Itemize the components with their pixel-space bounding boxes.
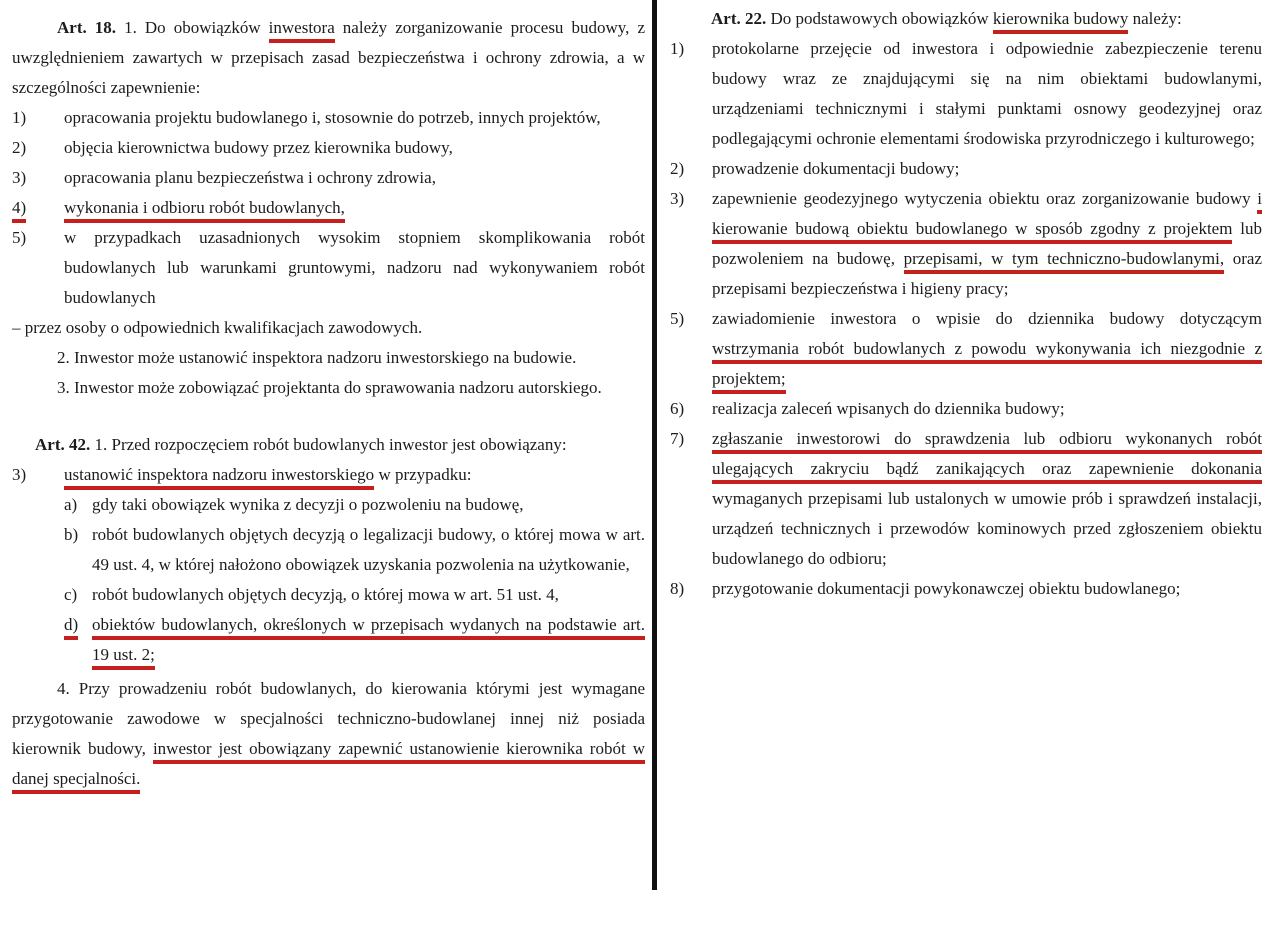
text-run: opracowania planu bezpieczeństwa i ochrony zdrowia, <box>64 168 436 187</box>
list-item <box>670 34 1262 154</box>
list-marker: b) <box>64 525 79 544</box>
list-item-text <box>712 34 1262 154</box>
list-marker-cell <box>12 133 64 163</box>
text-run: Do podstawowych obowiązków <box>766 9 993 28</box>
list-marker-cell <box>64 520 92 550</box>
list-item-text <box>712 424 1262 574</box>
text-run: prowadzenie dokumentacji budowy; <box>712 159 960 178</box>
text-run: oraz przepisami bezpieczeństwa i higieny pracy; <box>712 249 1262 298</box>
list-marker: 2) <box>12 138 27 157</box>
text-run: zapewnienie geodezyjnego wytyczenia obiektu oraz zorganizowanie budowy <box>712 189 1258 208</box>
list-item-text <box>712 574 1262 604</box>
list-marker: 3) <box>12 465 27 484</box>
list-item-text <box>64 193 645 223</box>
text-run: zawiadomienie inwestora o wpisie do dziennika budowy dotyczącym <box>712 309 1262 328</box>
list-marker: 7) <box>670 429 685 448</box>
text-run: opracowania projektu budowlanego i, stosownie do potrzeb, innych projektów, <box>64 108 601 127</box>
list-item <box>12 163 645 193</box>
list-marker-cell <box>670 574 712 604</box>
list-marker-cell <box>12 103 64 133</box>
list-item-text <box>64 223 645 313</box>
text-run: robót budowlanych objętych decyzją o legalizacji budowy, o której mowa w art. 49 ust. 4, w której nałożono obowiązek uzyskania pozwolenia na użytkowanie, <box>92 525 645 574</box>
list-item-text <box>64 103 645 133</box>
sub-list-item <box>64 610 645 670</box>
paragraph <box>670 4 1262 34</box>
list-marker: d) <box>64 615 78 640</box>
list-marker: 1) <box>670 39 685 58</box>
red-underlined-text: przepisami, w tym techniczno-budowlanymi, <box>904 249 1225 274</box>
list-marker-cell <box>670 304 712 334</box>
sub-list-item <box>64 490 645 520</box>
paragraph <box>12 373 645 403</box>
list-marker-cell <box>670 184 712 214</box>
paragraph <box>12 13 645 103</box>
text-run: robót budowlanych objętych decyzją, o której mowa w art. 51 ust. 4, <box>92 585 559 604</box>
list-item-text <box>64 133 645 163</box>
red-underlined-text: kierownika budowy <box>993 9 1129 34</box>
list-marker-cell <box>12 163 64 193</box>
paragraph <box>12 674 645 794</box>
list-item <box>670 574 1262 604</box>
list-marker-cell <box>12 223 64 253</box>
text-run: 2. Inwestor może ustanowić inspektora nadzoru inwestorskiego na budowie. <box>57 348 577 367</box>
list-marker-cell <box>64 610 92 640</box>
paragraph <box>12 430 645 460</box>
article-number-bold: Art. 18. <box>57 18 117 37</box>
red-underlined-text: i kierowanie budową obiektu budowlanego w sposób zgodny z projektem <box>712 189 1262 244</box>
list-marker: 3) <box>12 168 27 187</box>
text-run: 1. Przed rozpoczęciem robót budowlanych inwestor jest obowiązany: <box>90 435 567 454</box>
list-marker-cell <box>670 424 712 454</box>
text-run: – przez osoby o odpowiednich kwalifikacjach zawodowych. <box>12 318 423 337</box>
red-underlined-text: zgłaszanie inwestorowi do sprawdzenia lub odbioru wykonanych robót ulegających zakryciu bądź zanikających oraz zapewnienie dokonania <box>712 429 1262 484</box>
article-number-bold: Art. 42. <box>35 435 91 454</box>
paragraph <box>12 343 645 373</box>
list-marker: 5) <box>670 309 685 328</box>
list-marker-cell <box>670 34 712 64</box>
paragraph <box>12 313 645 343</box>
text-run: należy: <box>1128 9 1182 28</box>
red-underlined-text: wstrzymania robót budowlanych z powodu wykonywania ich niezgodnie z projektem; <box>712 339 1262 394</box>
list-item <box>670 394 1262 424</box>
text-run: lub pozwoleniem na budowę, <box>712 219 1262 268</box>
list-item <box>12 223 645 313</box>
list-item-text <box>712 304 1262 394</box>
list-item-text <box>712 154 1262 184</box>
list-marker: 8) <box>670 579 685 598</box>
list-marker: 4) <box>12 198 26 223</box>
text-run: wymaganych przepisami lub ustalonych w umowie prób i sprawdzeń instalacji, urządzeń technicznych i przewodów kominowych przed zgłoszeniem obiektu budowlanego do odbioru; <box>712 489 1262 568</box>
text-run: gdy taki obowiązek wynika z decyzji o pozwoleniu na budowę, <box>92 495 524 514</box>
sub-list-item <box>64 520 645 580</box>
list-item <box>12 103 645 133</box>
text-run: 4. Przy prowadzeniu robót budowlanych, do kierowania którymi jest wymagane przygotowanie zawodowe w specjalności techniczno-budowlanej innej niż posiada kierownik budowy, <box>12 679 645 758</box>
list-marker: 3) <box>670 189 685 208</box>
list-item <box>12 460 645 490</box>
list-marker: 1) <box>12 108 27 127</box>
list-item <box>12 133 645 163</box>
list-item <box>670 424 1262 574</box>
list-item <box>12 193 645 223</box>
left-text-column <box>12 13 645 794</box>
text-run: przygotowanie dokumentacji powykonawczej obiektu budowlanego; <box>712 579 1181 598</box>
list-marker-cell <box>670 394 712 424</box>
list-marker-cell <box>670 154 712 184</box>
article-number-bold: Art. 22. <box>711 9 767 28</box>
list-marker-cell <box>64 490 92 520</box>
list-marker: 6) <box>670 399 685 418</box>
text-run: objęcia kierownictwa budowy przez kierownika budowy, <box>64 138 453 157</box>
list-marker: 5) <box>12 228 27 247</box>
text-run: protokolarne przejęcie od inwestora i odpowiednie zabezpieczenie terenu budowy wraz ze znajdującymi się na nim obiektami budowlanymi, urządzeniami technicznymi i stałymi punktami osnowy geodezyjnej oraz podlegającymi ochronie elementami środowiska przyrodniczego i kulturowego; <box>712 39 1262 148</box>
text-run: 1. Do obowiązków <box>116 18 269 37</box>
right-text-column <box>670 4 1262 604</box>
list-item-text <box>712 394 1262 424</box>
list-item-text <box>92 490 645 520</box>
text-run: 3. Inwestor może zobowiązać projektanta do sprawowania nadzoru autorskiego. <box>57 378 602 397</box>
list-item <box>670 184 1262 304</box>
list-marker-cell <box>64 580 92 610</box>
list-item-text <box>92 520 645 580</box>
list-marker: a) <box>64 495 78 514</box>
red-underlined-text: obiektów budowlanych, określonych w przepisach wydanych na podstawie art. 19 ust. 2; <box>92 615 645 670</box>
list-item-text <box>92 580 645 610</box>
sub-list-item <box>64 580 645 610</box>
list-item-text <box>64 460 645 490</box>
text-run: w przypadku: <box>374 465 472 484</box>
red-underlined-text: wykonania i odbioru robót budowlanych, <box>64 198 345 223</box>
red-underlined-text: ustanowić inspektora nadzoru inwestorskiego <box>64 465 374 490</box>
list-marker-cell <box>12 460 64 490</box>
list-item-text <box>92 610 645 670</box>
list-item <box>670 154 1262 184</box>
red-underlined-text: inwestor jest obowiązany zapewnić ustanowienie kierownika robót w danej specjalności. <box>12 739 645 794</box>
list-marker-cell <box>12 193 64 223</box>
list-item-text <box>712 184 1262 304</box>
list-marker: 2) <box>670 159 685 178</box>
text-run: należy zorganizowanie procesu budowy, z uwzględnieniem zawartych w przepisach zasad bezpieczeństwa i ochrony zdrowia, a w szczególności zapewnienie: <box>12 18 646 97</box>
red-underlined-text: inwestora <box>269 18 335 43</box>
column-divider-line <box>652 0 657 890</box>
list-item-text <box>64 163 645 193</box>
text-run: w przypadkach uzasadnionych wysokim stopniem skomplikowania robót budowlanych lub warunkami gruntowymi, nadzoru nad wykonywaniem robót budowlanych <box>64 228 645 307</box>
list-marker: c) <box>64 585 78 604</box>
text-run: realizacja zaleceń wpisanych do dziennika budowy; <box>712 399 1065 418</box>
list-item <box>670 304 1262 394</box>
